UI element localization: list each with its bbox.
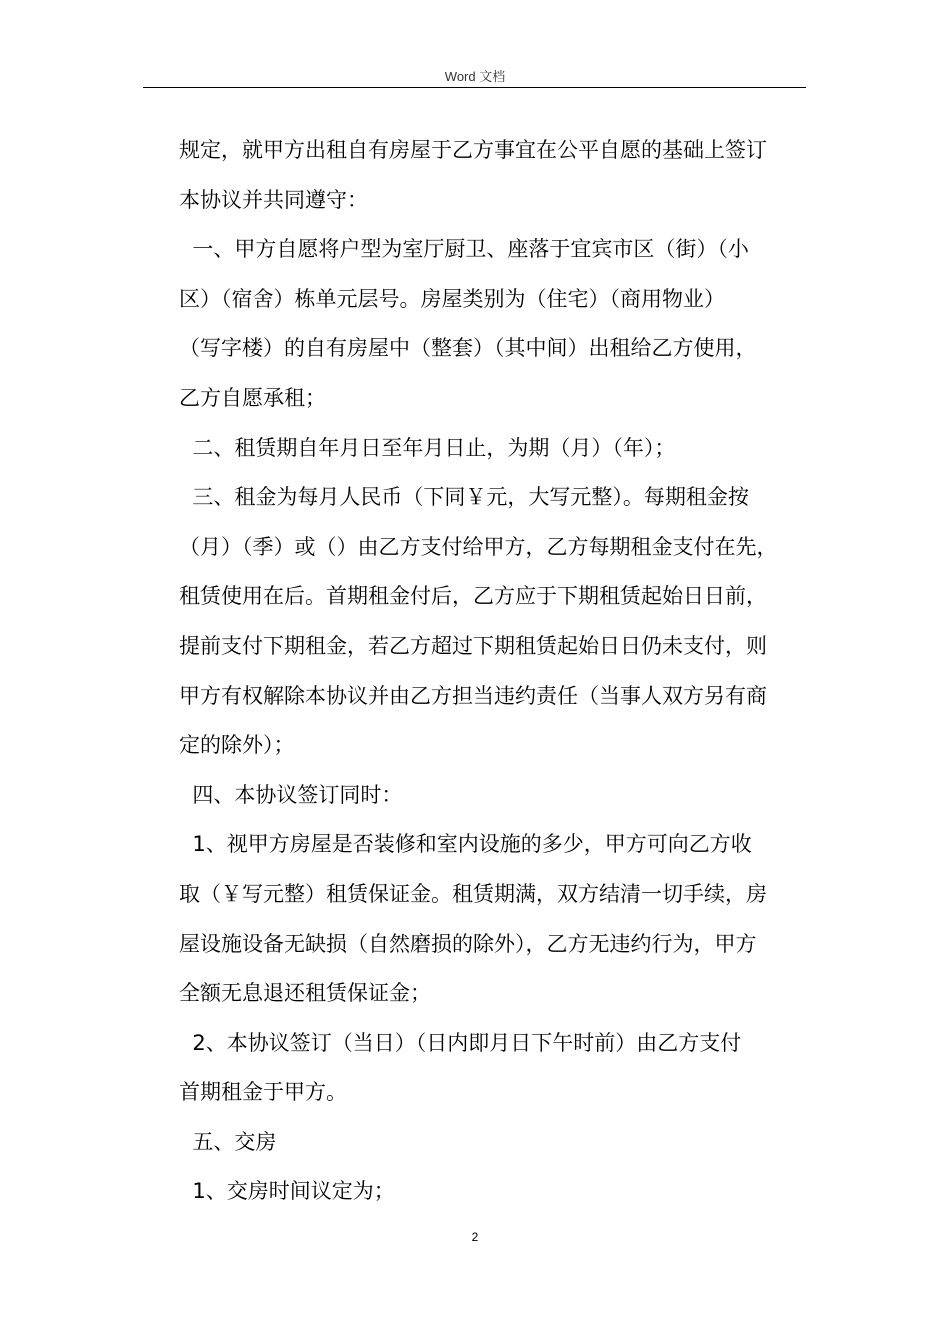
- text-line: 1、交房时间议定为；: [179, 1179, 395, 1204]
- text-line: 本协议并共同遵守：: [179, 187, 368, 212]
- text-line: 屋设施设备无缺损（自然磨损的除外），乙方无违约行为，甲方: [179, 931, 757, 956]
- header-rule: [143, 87, 806, 88]
- text-line: 三、租金为每月人民币（下同￥元，大写元整）。每期租金按: [179, 485, 749, 510]
- text-line: 2、本协议签订（当日）（日内即月日下午时前）由乙方支付: [179, 1030, 742, 1055]
- page-header: Word 文档: [444, 69, 506, 84]
- text-line: 乙方自愿承租；: [179, 385, 326, 410]
- text-line: 一、甲方自愿将户型为室厅厨卫、座落于宜宾市区（街）（小: [179, 237, 749, 262]
- text-line: 二、租赁期自年月日至年月日止，为期（月）（年）；: [179, 435, 676, 460]
- text-line: （写字楼）的自有房屋中（整套）（其中间）出租给乙方使用，: [179, 336, 757, 361]
- text-line: 租赁使用在后。首期租金付后，乙方应于下期租赁起始日日前，: [179, 584, 767, 609]
- text-line: 区）（宿舍）栋单元层号。房屋类别为（住宅）（商用物业）: [179, 286, 725, 311]
- text-line: 五、交房: [179, 1129, 277, 1154]
- text-line: 提前支付下期租金，若乙方超过下期租赁起始日日仍未支付，则: [179, 633, 767, 658]
- text-line: 1、视甲方房屋是否装修和室内设施的多少，甲方可向乙方收: [179, 832, 752, 857]
- document-body: [179, 126, 819, 1217]
- text-line: 四、本协议签订同时：: [179, 782, 403, 807]
- text-line: 取（￥写元整）租赁保证金。租赁期满，双方结清一切手续，房: [179, 881, 767, 906]
- text-line: （月）（季）或（）由乙方支付给甲方，乙方每期租金支付在先，: [179, 534, 778, 559]
- page-number: 2: [471, 1230, 479, 1244]
- text-line: 首期租金于甲方。: [179, 1080, 347, 1105]
- text-line: 定的除外）；: [179, 733, 295, 758]
- text-line: 规定，就甲方出租自有房屋于乙方事宜在公平自愿的基础上签订: [179, 138, 767, 162]
- text-line: 全额无息退还租赁保证金；: [179, 981, 431, 1006]
- text-line: 甲方有权解除本协议并由乙方担当违约责任（当事人双方另有商: [179, 683, 767, 708]
